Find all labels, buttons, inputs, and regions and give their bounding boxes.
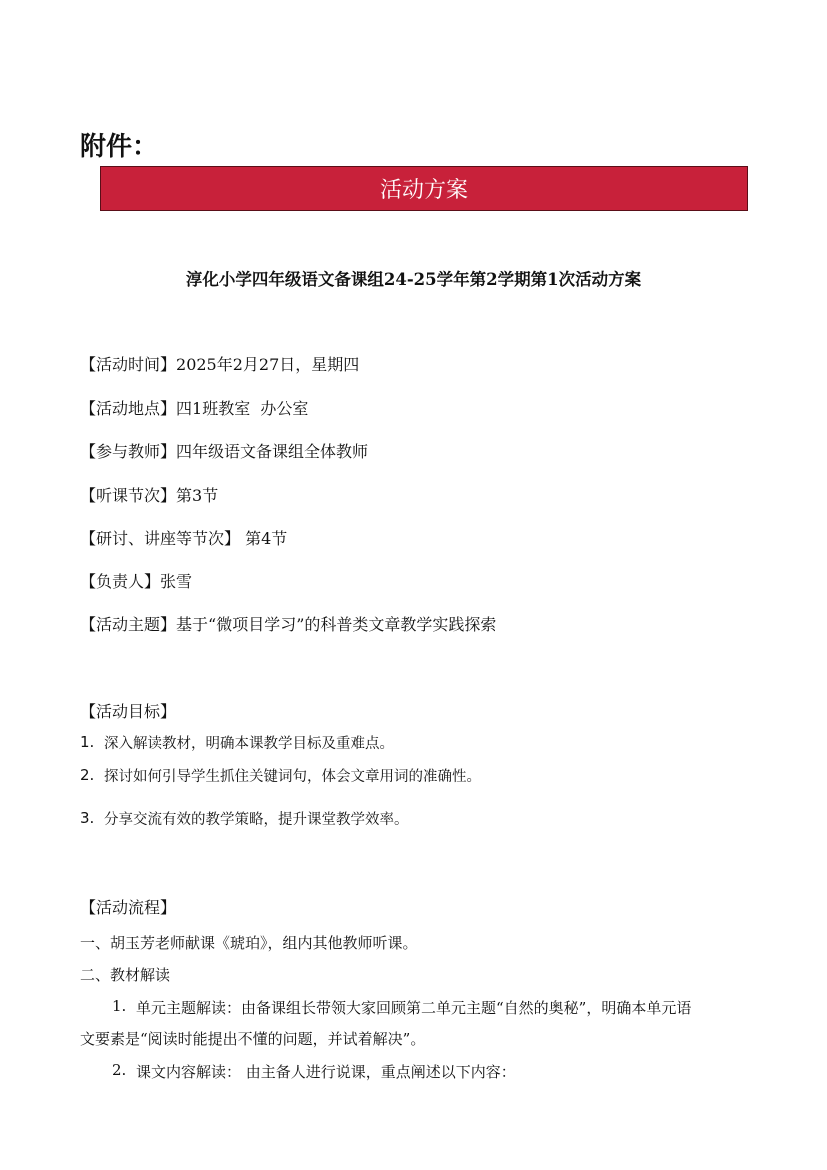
info-label: 【研讨、讲座等节次】 [80, 529, 241, 548]
info-label: 【听课节次】 [80, 486, 177, 505]
info-time [80, 352, 359, 375]
info-discussion-period [80, 526, 287, 549]
goal-text: 分享交流有效的教学策略，提升课堂教学效率。 [104, 812, 409, 828]
info-label: 【活动地点】 [80, 399, 177, 418]
sub-item-number: 2. [112, 1061, 127, 1079]
info-value: 第3节 [176, 486, 219, 505]
info-value: 基于“微项目学习”的科普类文章教学实践探索 [176, 615, 497, 634]
info-value: 2025年2月27日，星期四 [176, 355, 360, 374]
process-heading: 【活动流程】 [80, 898, 177, 917]
info-teachers [80, 439, 368, 462]
info-label: 【活动时间】 [80, 355, 177, 374]
info-class-period [80, 483, 218, 506]
goal-text: 探讨如何引导学生抓住关键词句，体会文章用词的准确性。 [104, 769, 481, 785]
goal-number: 3. [80, 809, 95, 827]
plan-banner [100, 166, 748, 211]
info-label: 【参与教师】 [80, 442, 177, 461]
text-content-line: 课文内容解读： 由主备人进行说课，重点阐述以下内容： [136, 1063, 516, 1081]
goal-number: 1. [80, 733, 95, 751]
info-value: 四年级语文备课组全体教师 [176, 442, 369, 461]
goals-heading: 【活动目标】 [80, 702, 177, 721]
goal-number: 2. [80, 766, 95, 784]
banner-label: 活动方案 [379, 178, 468, 203]
unit-theme-line-continued: 文要素是“阅读时能提出不懂的问题，并试着解决”。 [80, 1030, 426, 1048]
info-location [80, 396, 308, 419]
unit-theme-line: 单元主题解读：由备课组长带领大家回顾第二单元主题“自然的奥秘”，明确本单元语 [136, 999, 692, 1017]
attachment-heading: 附件： [80, 132, 159, 162]
info-responsible [80, 569, 192, 592]
info-label: 【负责人】 [80, 572, 161, 591]
sub-item-number: 1. [112, 997, 127, 1015]
document-title: 淳化小学四年级语文备课组24-25学年第2学期第1次活动方案 [185, 270, 642, 289]
info-value: 第4节 [240, 529, 288, 548]
process-step-2: 二、教材解读 [80, 966, 171, 984]
info-value: 四1班教室 办公室 [176, 399, 309, 418]
goal-text: 深入解读教材，明确本课教学目标及重难点。 [104, 736, 394, 752]
info-label: 【活动主题】 [80, 615, 177, 634]
info-theme [80, 612, 496, 635]
info-value: 张雪 [160, 572, 193, 591]
process-step-1: 一、胡玉芳老师献课《琥珀》，组内其他教师听课。 [80, 934, 418, 952]
